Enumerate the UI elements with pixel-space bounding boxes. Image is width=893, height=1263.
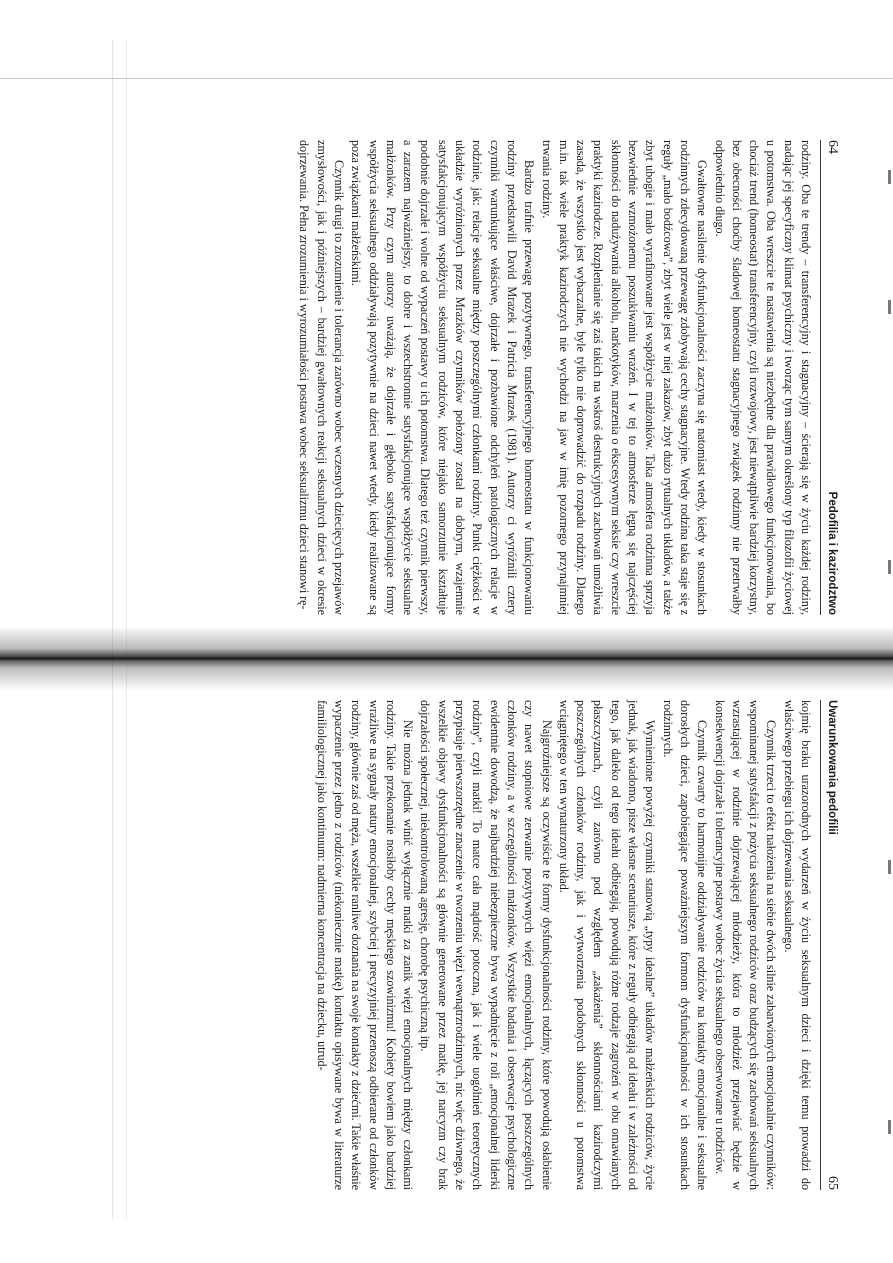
paragraph: kojmię braku urazorodnych wydarzeń w życiu seksualnym dzieci i dzięki temu prowadzi do właściwego przebiegu ich dojrzewania seksualnego.	[781, 700, 813, 1190]
paragraph: Wymienione powyżej czynniki stanowią „typy idealne” układów małżeńskich rodziców, życie jednak, jak wiadomo, pisze własne scenariusze, które z reguły odbiegają od ideału i w zależności od tego, jak daleko od tego ideału odbiegają, powodują różne rodzaje zagrożeń w obu omawianych płaszczyznach, czyli zarówno pod względem „zakażenia” skłonnościami kazirodczymi poszczególnych członków rodziny, jak i wytworzenia podobnych skłonności u potomstwa wciągniętego w ten wynaturzony układ.	[556, 700, 658, 1190]
paragraph: Czynnik czwarty to harmonijne oddziaływanie rodziców na kontakty emocjonalne i seksualne dorosłych dzieci, zapobiegające poważniejszym formom dysfunkcjonalności w ich stosunkach rodzinnych.	[660, 700, 710, 1190]
page-number: 65	[825, 1176, 840, 1190]
page-64	[150, 140, 840, 615]
page-65	[150, 700, 840, 1190]
scan-mark	[888, 560, 891, 574]
paragraph: Gwałtowne nasilenie dysfunkcjonalności zaczyna się natomiast wtedy, kiedy w stosunkach rodzinnych zdecydowaną przewagę zdobywają cechy stagnacyjne. Wtedy rodzina taka staje się z reguły „mało bodźcowa”, zbyt wiele jest w niej zakazów, zbyt dużo rytualnych układów, a także zbyt ubogie i mało wyrafinowane jest współżycie małżonków. Taka atmosfera rodzinna sprzyja bezwiednie wzmożonemu poszukiwaniu wrażeń. I w tej to atmosferze lęgną się najczęściej skłonności do nadużywania alkoholu, narkotyków, marzenia o ekscesywnym seksie czy wreszcie praktyki kazirodcze. Rozplenianie się zaś takich na wskroś destrukcyjnych zachowań umożliwia zasada, że wszystko jest wybaczalne, byle tylko nie doprowadzić do rozpadu rodziny. Dlatego m.in. tak wiele praktyk kazirodczych nie wychodzi na jaw w imię pozornego przynajmniej trwania rodziny.	[539, 140, 710, 615]
running-title: Uwarunkowania pedofilii	[826, 700, 838, 835]
paragraph: Czynnik trzeci to efekt nałożenia na siebie dwóch silnie zabarwionych emocjonalnie czynników: wspominanej satysfakcji z pożycia seksualnego rodziców oraz budzących się zachowań seksualnych wzrastającej w rodzinie dojrzewającej młodzieży, która to młodzież przejawiać będzie w konsekwencji dojrzałe i tolerancyjne postawy wobec życia seksualnego obserwowane u rodziców.	[712, 700, 779, 1190]
scan-mark	[888, 860, 891, 874]
page-body	[312, 700, 814, 1190]
scan-mark	[888, 300, 891, 314]
paragraph: Najgroźniejsze są oczywiście te formy dysfunkcjonalności rodziny, które powodują osłabienie czy nawet stopniowe zerwanie pozytywnych więzi emocjonalnych, łączących poszczególnych członków rodziny, a w szczególności małżonków. Wszystkie badania i obserwacje psychologiczne ewidentnie dowodzą, że najbardziej niebezpieczne bywa wypadnięcie z roli „emocjonalnej liderki rodziny”, czyli matki! To matce cała mądrość potoczna, jak i wiele uogólnień teoretycznych przypisuje pierwszorzędne znaczenie w tworzeniu więzi wewnątrzrodzinnych, nic więc dziwnego, że wszelkie objawy dysfunkcjonalności są głównie generowane przez matkę, jej narcyzm czy brak dojrzałości społecznej, niekontrolowaną agresję, chorobę psychiczną itp.	[418, 700, 554, 1190]
page-header	[820, 700, 840, 1190]
paragraph: Nie można jednak winić wyłącznie matki za zanik więzi emocjonalnych między członkami rodziny. Takie przekonanie nosiłoby cechy męskiego szowinizmu! Kobiety bowiem jako bardziej wrażliwe na sygnały natury emocjonalnej, szybciej i precyzyjniej przenoszą odbierane od członków rodziny, głównie zaś od męża, wszelkie ranliwe doznania na swoje kontakty z dziećmi. Takie właśnie wypaczenie przez jedno z rodziców (niekoniecznie matkę) kontaktu opisywane bywa w literaturze familiologicznej jako kontinuum: nadmierna koncentracja na dziecku, utrud-	[314, 700, 416, 1190]
scan-mark	[888, 1120, 891, 1134]
paragraph: rodziny. Oba te trendy – transferencyjny i stagnacyjny – ścierają się w życiu każdej rodziny, nadając jej specyficzny klimat psychiczny i tworząc tym samym określony typ filozofii życiowej u potomstwa. Oba wreszcie te nastawienia są niezbędne dla prawidłowego funkcjonowania, bo chociaż trend (homeostat) transferencyjny, czyli rozwojowy, jest niewątpliwie bardziej korzystny, bez obecności choćby śladowej homeostatu stagnacyjnego związek rodzinny nie przetrwałby odpowiednio długo.	[712, 140, 813, 615]
scan-edge-top	[0, 78, 893, 79]
scan-mark	[888, 170, 891, 184]
running-title: Pedofilia i kazirodztwo	[826, 491, 838, 615]
page-body	[295, 140, 814, 615]
paragraph: Bardzo trafnie przewagę pozytywnego, transferencyjnego homeostatu w funkcjonowaniu rodziny przedstawili David Mrazek i Patricia Mrazek (1981). Autorzy ci wyróżnili cztery czynniki warunkujące właściwe, dojrzałe i pozbawione odchyleń patologicznych relacje w rodzinie, jak: relacje seksualne między poszczególnymi członkami rodziny. Punkt ciężkości w układzie wyróżnionych przez Mrazków czynników położony został na dobrym, wzajemnie satysfakcjonującym współżyciu seksualnym rodziców, które niejako samorzutnie kształtuje podobnie dojrzałe i wolne od wypaczeń postawy u ich potomstwa. Dlatego też czynnik pierwszy, a zarazem najważniejszy, to dobre i wszechstronnie satysfakcjonujące współżycie seksualne małżonków. Przy czym autorzy uważają, że dojrzałe i głęboko satysfakcjonujące formy współżycia seksualnego oddziaływają pozytywnie na dzieci nawet wtedy, kiedy realizowane są poza związkami małżeńskimi.	[349, 140, 537, 615]
book-gutter-line	[0, 657, 893, 660]
paragraph: Czynnik drugi to zrozumienie i tolerancja zarówno wobec wczesnych dziecięcych przejawów zmysłowości, jak i późniejszych – bardziej gwałtownych reakcji seksualnych dzieci w okresie dojrzewania. Pełna zrozumienia i wyrozumiałości postawa wobec seksualizmu dzieci stanowi rę-	[297, 140, 346, 615]
page-header	[820, 140, 840, 615]
page-number: 64	[825, 140, 840, 154]
